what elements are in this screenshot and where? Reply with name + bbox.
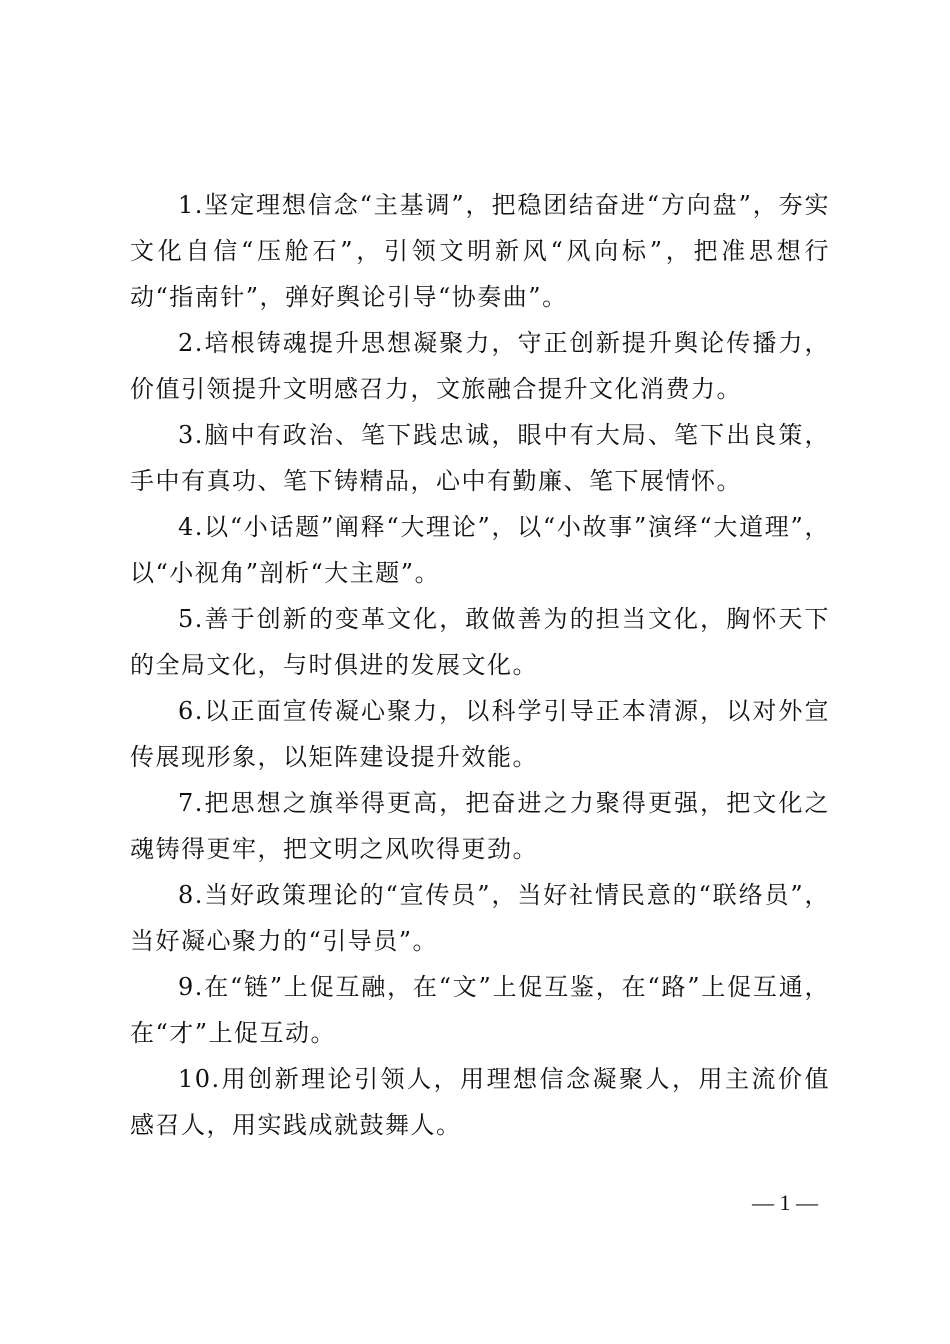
- paragraph-3: 3.脑中有政治、笔下践忠诚，眼中有大局、笔下出良策，手中有真功、笔下铸精品，心中有勤廉、笔下展情怀。: [130, 421, 830, 495]
- paragraph-5: 5.善于创新的变革文化，敢做善为的担当文化，胸怀天下的全局文化，与时俱进的发展文化。: [130, 605, 830, 679]
- paragraph-8: 8.当好政策理论的“宣传员”，当好社情民意的“联络员”，当好凝心聚力的“引导员”。: [130, 881, 830, 955]
- document-body: [130, 182, 830, 1148]
- paragraph-1: 1.坚定理想信念“主基调”，把稳团结奋进“方向盘”，夯实文化自信“压舱石”，引领文明新风“风向标”，把准思想行动“指南针”，弹好舆论引导“协奏曲”。: [130, 191, 830, 311]
- paragraph-6: 6.以正面宣传凝心聚力，以科学引导正本清源，以对外宣传展现形象，以矩阵建设提升效能。: [130, 697, 830, 771]
- page-number: — 1 —: [752, 1190, 818, 1215]
- paragraph-2: 2.培根铸魂提升思想凝聚力，守正创新提升舆论传播力，价值引领提升文明感召力，文旅融合提升文化消费力。: [130, 329, 830, 403]
- paragraph-7: 7.把思想之旗举得更高，把奋进之力聚得更强，把文化之魂铸得更牢，把文明之风吹得更劲。: [130, 789, 830, 863]
- paragraph-10: 10.用创新理论引领人，用理想信念凝聚人，用主流价值感召人，用实践成就鼓舞人。: [130, 1065, 830, 1139]
- paragraph-9: 9.在“链”上促互融，在“文”上促互鉴，在“路”上促互通，在“才”上促互动。: [130, 973, 830, 1047]
- paragraph-4: 4.以“小话题”阐释“大理论”，以“小故事”演绎“大道理”，以“小视角”剖析“大主题”。: [130, 513, 830, 587]
